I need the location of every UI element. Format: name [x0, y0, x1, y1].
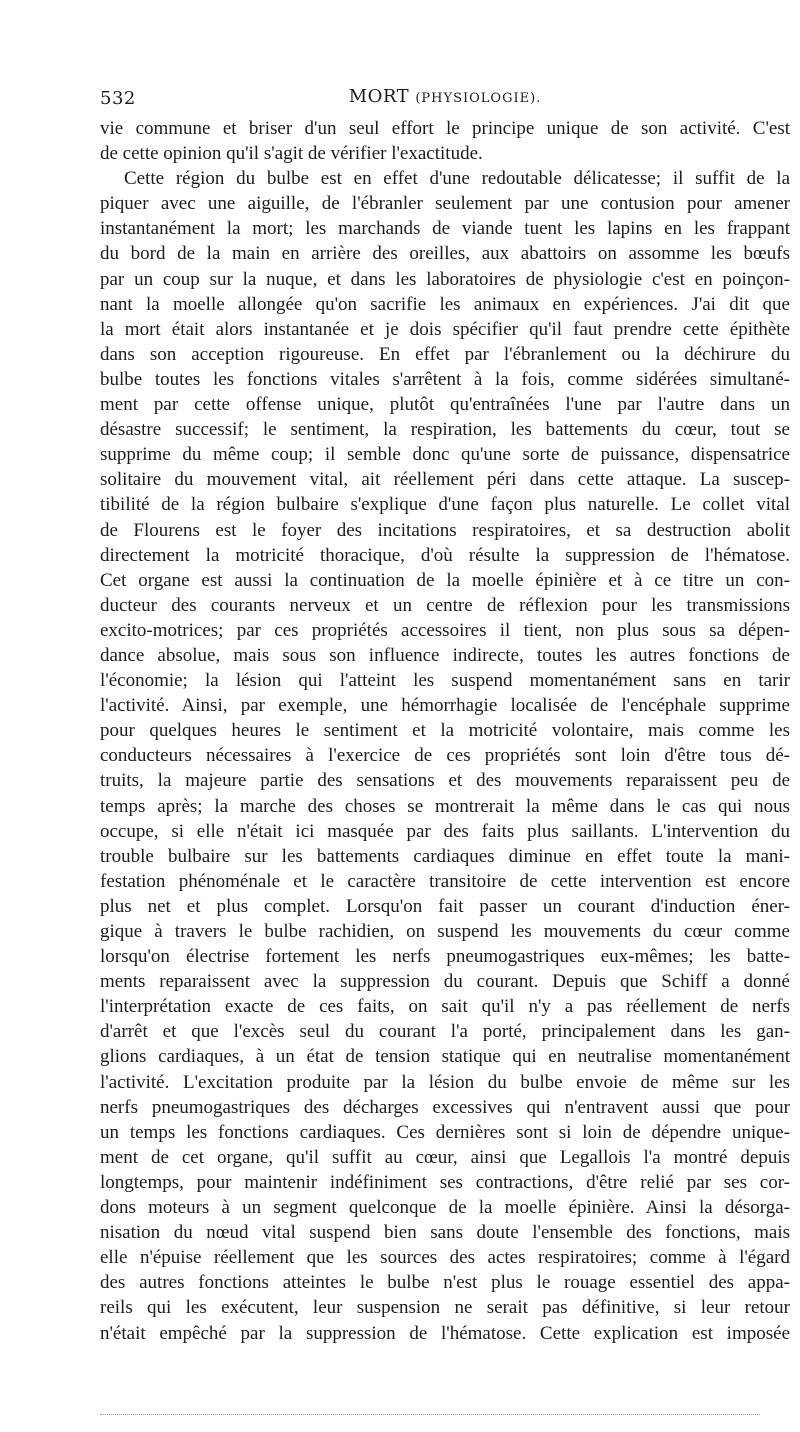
text-line: ment de cet organe, qu'il suffit au cœur, ainsi que Legallois l'a montré depuis: [100, 1146, 790, 1168]
text-line: festation phénoménale et le caractère transitoire de cette intervention est encore: [100, 870, 790, 892]
text-line: de cette opinion qu'il s'agit de vérifier l'exactitude.: [100, 143, 483, 165]
text-line: conducteurs nécessaires à l'exercice de ces propriétés sont loin d'être tous dé-: [100, 745, 790, 767]
text-line: longtemps, pour maintenir indéfiniment ses contractions, d'être relié par ses cor-: [100, 1171, 790, 1193]
text-line: un temps les fonctions cardiaques. Ces dernières sont si loin de dépendre unique-: [100, 1121, 790, 1143]
text-line: piquer avec une aiguille, de l'ébranler seulement par une contusion pour amener: [100, 193, 790, 215]
text-line: tibilité de la région bulbaire s'explique d'une façon plus naturelle. Le collet vital: [100, 494, 790, 516]
header-title-main: MORT: [348, 86, 410, 107]
text-line: d'arrêt et que l'excès seul du courant l'a porté, principalement dans les gan-: [100, 1021, 790, 1043]
body-text: [100, 116, 790, 1346]
text-line: l'activité. Ainsi, par exemple, une hémorrhagie localisée de l'encéphale supprime: [100, 695, 790, 717]
text-line: glions cardiaques, à un état de tension statique qui en neutralise momentanément: [100, 1046, 790, 1068]
text-line: Cet organe est aussi la continuation de la moelle épinière et à ce titre un con-: [100, 569, 790, 591]
text-line: des autres fonctions atteintes le bulbe n'est plus le rouage essentiel des appa-: [100, 1272, 790, 1294]
book-page: [100, 82, 790, 1346]
text-line: solitaire du mouvement vital, ait réellement péri dans cette attaque. La suscep-: [100, 469, 790, 491]
text-line: directement la motricité thoracique, d'où résulte la suppression de l'hématose.: [100, 544, 790, 566]
text-line: elle n'épuise réellement que les sources des actes respiratoires; comme à l'égard: [100, 1247, 790, 1269]
text-line: ducteur des courants nerveux et un centre de réflexion pour les transmissions: [100, 594, 790, 616]
text-line: l'économie; la lésion qui l'atteint les suspend momentanément sans en tarir: [100, 670, 790, 692]
text-line: reils qui les exécutent, leur suspension ne serait pas définitive, si leur retour: [100, 1297, 790, 1319]
footer-rule: [100, 1414, 760, 1415]
text-line: du bord de la main en arrière des oreilles, aux abattoirs on assomme les bœufs: [100, 243, 790, 265]
text-line: vie commune et briser d'un seul effort le principe unique de son activité. C'est: [100, 118, 790, 139]
text-line: désastre successif; le sentiment, la respiration, les battements du cœur, tout se: [100, 419, 790, 441]
text-line: nerfs pneumogastriques des décharges excessives qui n'entravent aussi que pour: [100, 1096, 790, 1118]
text-line: l'activité. L'excitation produite par la lésion du bulbe envoie de même sur les: [100, 1071, 790, 1093]
text-line: dance absolue, mais sous son influence indirecte, toutes les autres fonctions de: [100, 644, 790, 666]
text-line: instantanément la mort; les marchands de viande tuent les lapins en les frappant: [100, 218, 790, 240]
text-line: l'interprétation exacte de ces faits, on sait qu'il n'y a pas réellement de nerfs: [100, 996, 790, 1018]
running-head: [100, 82, 790, 116]
text-line: nisation du nœud vital suspend bien sans doute l'ensemble des fonctions, mais: [100, 1222, 790, 1244]
text-line: dons moteurs à un segment quelconque de la moelle épinière. Ainsi la désorga-: [100, 1197, 790, 1219]
text-line: pour quelques heures le sentiment et la motricité volontaire, mais comme les: [100, 720, 790, 742]
text-line: Cette région du bulbe est en effet d'une redoutable délicatesse; il suffit de la: [124, 168, 790, 190]
text-line: trouble bulbaire sur les battements cardiaques diminue en effet toute la mani-: [100, 845, 790, 867]
text-line: occupe, si elle n'était ici masquée par des faits plus saillants. L'intervention du: [100, 820, 790, 842]
text-line: ment par cette offense unique, plutôt qu'entraînées l'une par l'autre dans un: [100, 394, 790, 416]
text-line: n'était empêché par la suppression de l'hématose. Cette explication est imposée: [100, 1322, 790, 1344]
text-line: excito-motrices; par ces propriétés accessoires il tient, non plus sous sa dépen-: [100, 619, 790, 641]
text-line: bulbe toutes les fonctions vitales s'arrêtent à la fois, comme sidérées simultané-: [100, 368, 790, 390]
text-line: truits, la majeure partie des sensations et des mouvements reparaissent peu de: [100, 770, 790, 792]
text-line: gique à travers le bulbe rachidien, on suspend les mouvements du cœur comme: [100, 921, 790, 942]
text-line: de Flourens est le foyer des incitations respiratoires, et sa destruction abolit: [100, 519, 790, 541]
page-number: 532: [100, 88, 136, 109]
text-line: supprime du même coup; il semble donc qu'une sorte de puissance, dispensatrice: [100, 444, 790, 466]
text-line: la mort était alors instantanée et je dois spécifier qu'il faut prendre cette épithète: [100, 318, 790, 340]
text-line: temps après; la marche des choses se montrerait la même dans le cas qui nous: [100, 795, 790, 817]
page-header-title: [100, 86, 790, 107]
text-line: par un coup sur la nuque, et dans les laboratoires de physiologie c'est en poinçon-: [100, 268, 790, 290]
text-line: plus net et plus complet. Lorsqu'on fait passer un courant d'induction éner-: [100, 895, 790, 917]
text-line: dans son acception rigoureuse. En effet par l'ébranlement ou la déchirure du: [100, 343, 790, 365]
text-line: nant la moelle allongée qu'on sacrifie les animaux en expériences. J'ai dit que: [100, 293, 790, 315]
text-line: ments reparaissent avec la suppression du courant. Depuis que Schiff a donné: [100, 971, 790, 993]
header-title-subtitle: (PHYSIOLOGIE).: [415, 91, 542, 106]
text-line: lorsqu'on électrise fortement les nerfs pneumogastriques eux-mêmes; les batte-: [100, 946, 790, 968]
